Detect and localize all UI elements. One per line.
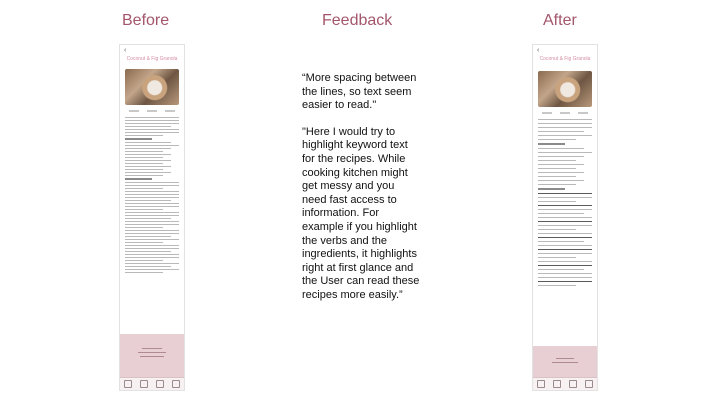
footer-panel <box>533 346 597 390</box>
recipe-text <box>538 119 592 289</box>
footer-panel <box>120 334 184 390</box>
feedback-quote-spacing: “More spacing between the lines, so text seem easier to read." <box>302 72 417 112</box>
feedback-heading: Feedback <box>322 12 393 29</box>
recipe-text <box>125 117 179 275</box>
nav-profile-icon[interactable] <box>585 380 593 388</box>
nav-recipes-icon[interactable] <box>569 380 577 388</box>
nav-home-icon[interactable] <box>124 380 132 388</box>
bottom-nav <box>533 377 597 390</box>
back-chevron-icon[interactable]: ‹ <box>124 47 127 54</box>
back-chevron-icon[interactable]: ‹ <box>537 47 540 54</box>
nav-profile-icon[interactable] <box>172 380 180 388</box>
recipe-photo <box>538 71 592 107</box>
after-screen <box>533 45 597 390</box>
recipe-meta-row <box>125 108 179 114</box>
after-heading: After <box>543 12 577 29</box>
feedback-text <box>302 72 420 316</box>
before-screen <box>120 45 184 390</box>
nav-search-icon[interactable] <box>553 380 561 388</box>
recipe-title: Coconut & Fig Granola <box>126 56 178 62</box>
bottom-nav <box>120 377 184 390</box>
nav-home-icon[interactable] <box>537 380 545 388</box>
nav-search-icon[interactable] <box>140 380 148 388</box>
recipe-title: Coconut & Fig Granola <box>539 56 591 62</box>
recipe-photo <box>125 69 179 105</box>
recipe-meta-row <box>538 110 592 116</box>
before-heading: Before <box>122 12 170 29</box>
feedback-quote-highlight: "Here I would try to highlight keyword text for the recipes. While cooking kitchen might get messy and you need fast access to information. For example if you highlight the verbs and the ingredients, it highlights right at first glance and the User can read these recipes more easily.” <box>302 125 420 301</box>
nav-recipes-icon[interactable] <box>156 380 164 388</box>
